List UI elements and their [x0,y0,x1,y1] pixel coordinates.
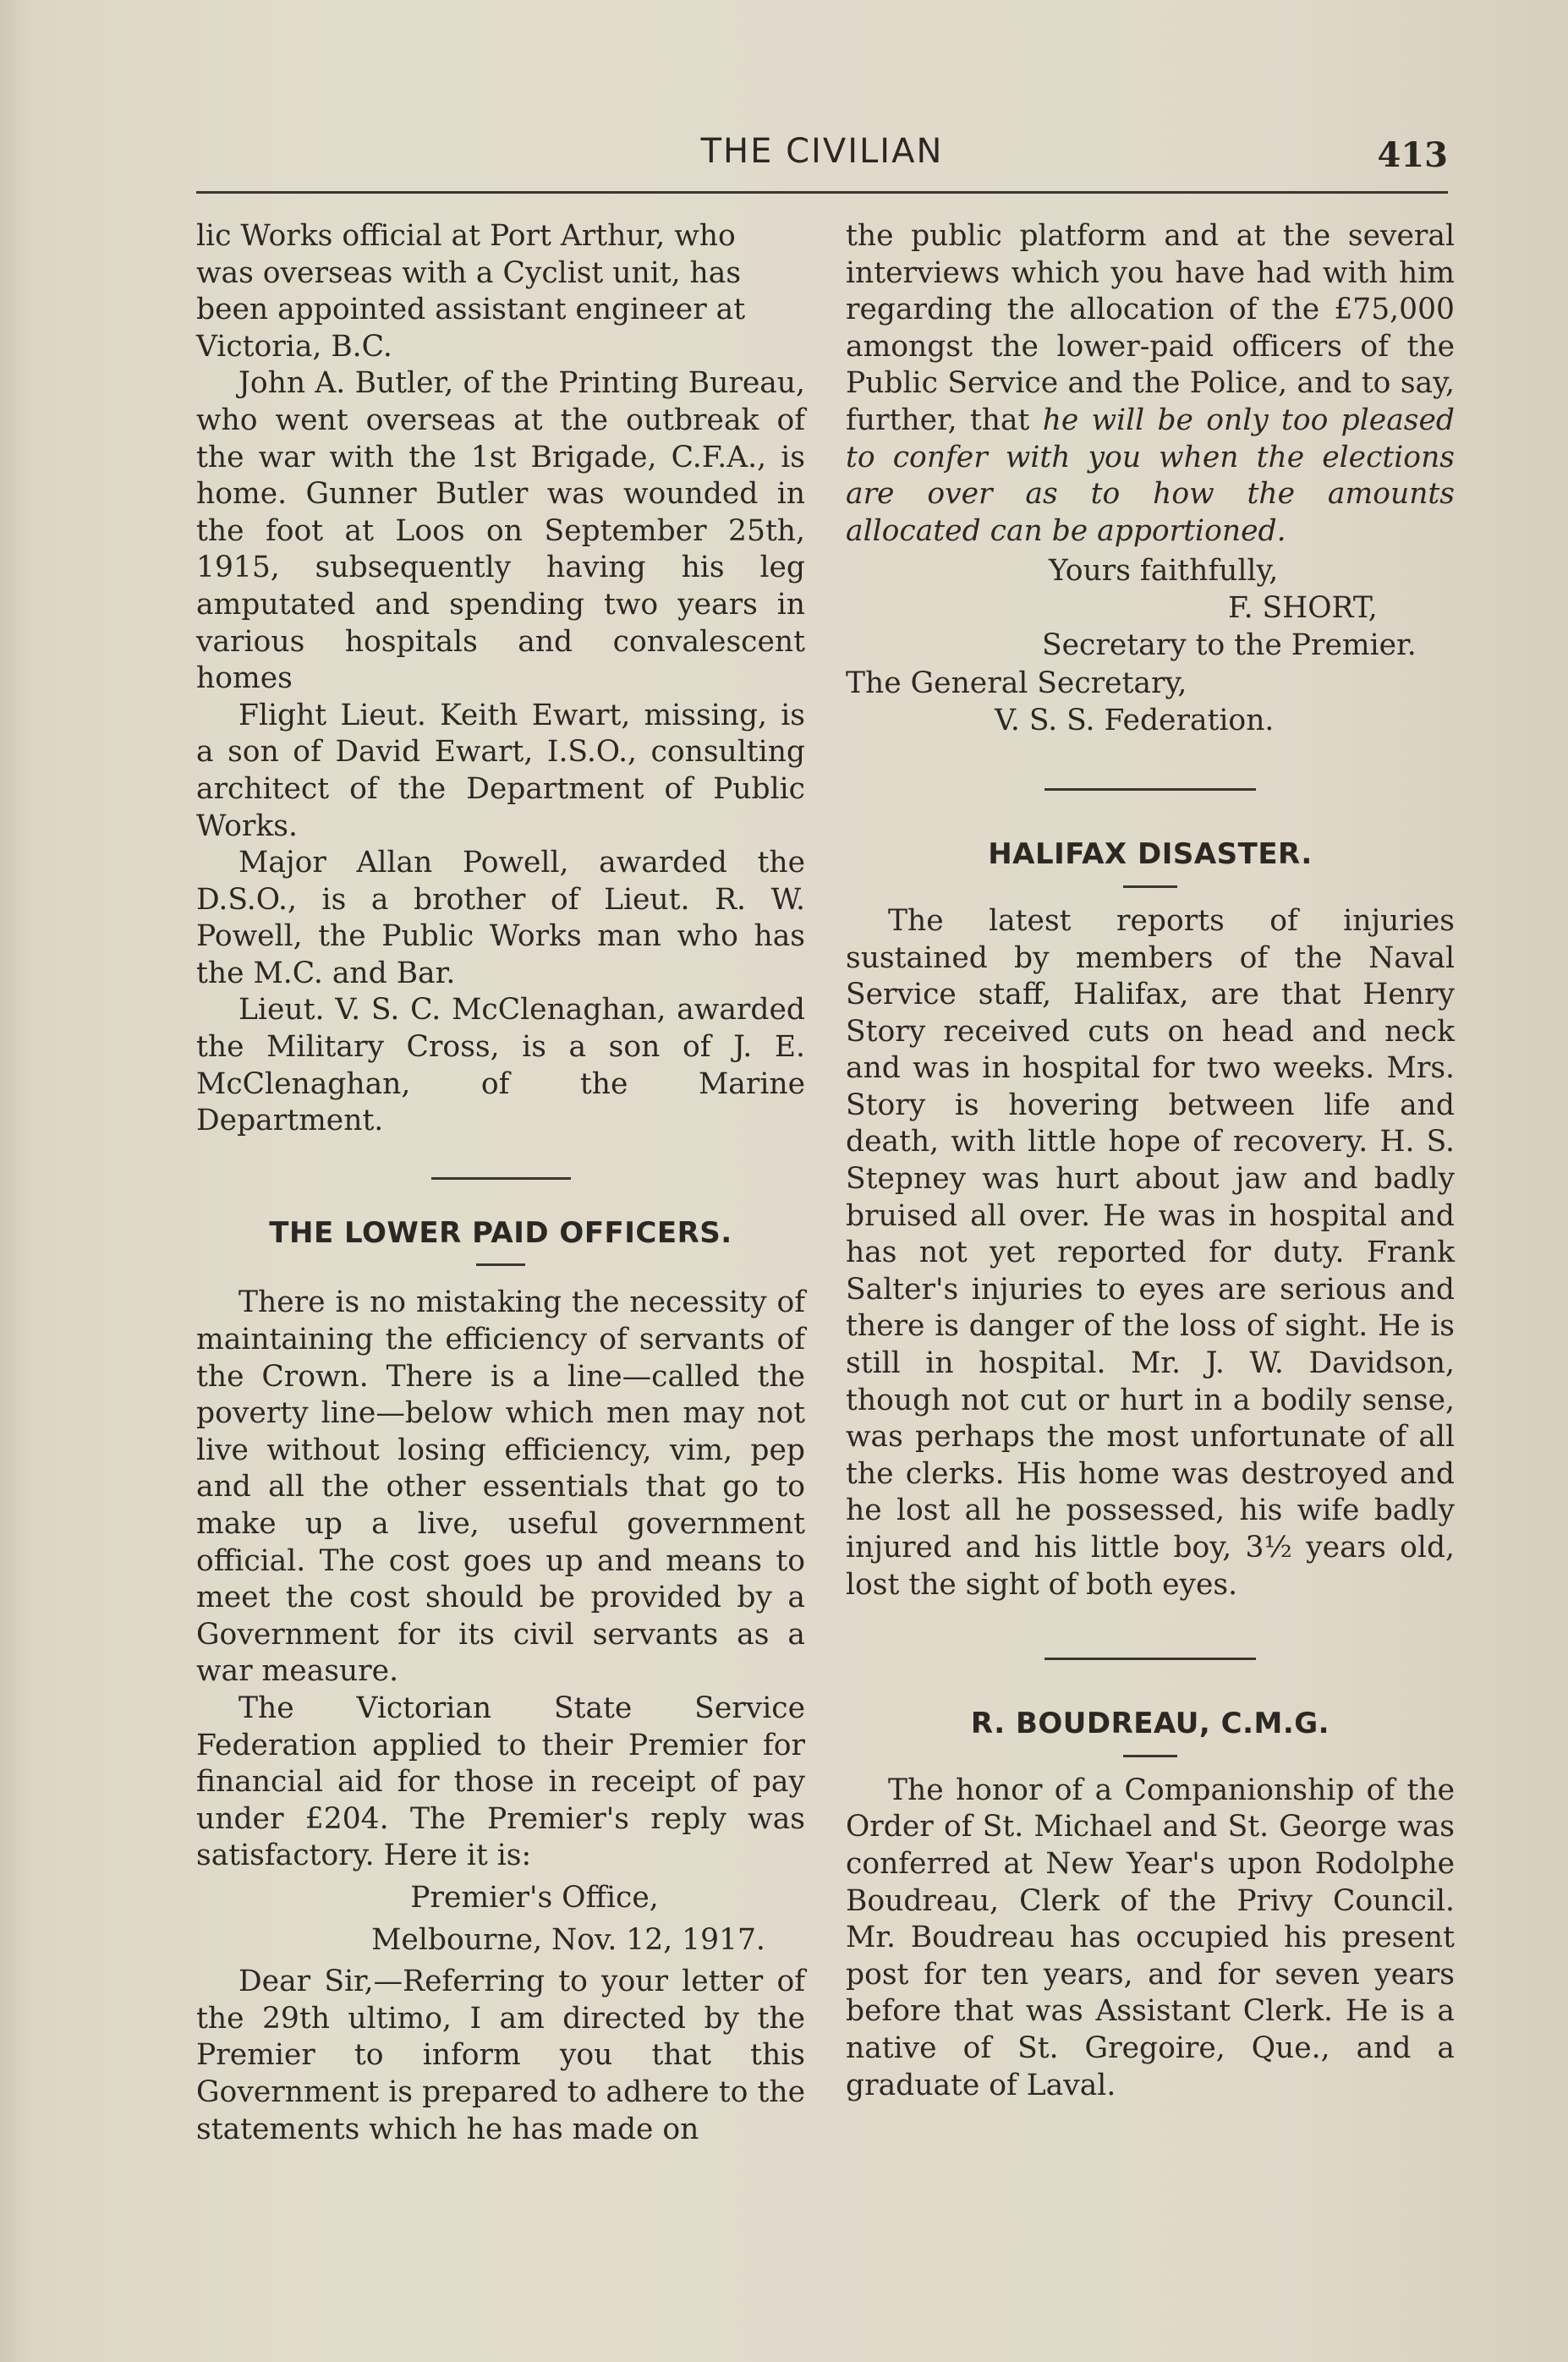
left-column [196,218,805,2148]
paragraph-victorian-federation: The Victorian State Service Federation applied to their Premier for financial aid for those in receipt of pay under £204. The Premier's reply was satisfactory. Here it is: [196,1691,805,1873]
letter-closing: Yours faithfully, [1049,554,1279,589]
letter-address-line-2: Melbourne, Nov. 12, 1917. [371,1922,765,1957]
letter-signature: F. SHORT, [1228,590,1378,625]
paragraph-poverty-line: There is no mistaking the necessity of maintaining the efficiency of servants of the Crown. There is a line—called the poverty line—below which men may not live without losing efficiency, vim, pep and all the other essentials that go to make up a live, useful government official. The cost goes up and means to meet the cost should be provided by a Government for its civil servants as a war measure. [196,1285,805,1689]
text-line: been appointed assistant engineer at [196,293,746,327]
letter-addressee-line-2: V. S. S. Federation. [995,703,1275,737]
right-column [846,218,1455,2104]
letter-text: the public platform and at the several interviews which you have had with him regarding the allocation of the £75,000 amongst the lower-paid officers of the Public Service and the Police, and to say, further, that [846,219,1455,437]
page-number: 413 [1377,135,1448,175]
letter-address-line-1: Premier's Office, [410,1880,659,1915]
paragraph-powell: Major Allan Powell, awarded the D.S.O., is a brother of Lieut. R. W. Powell, the Public Works man who has the M.C. and Bar. [196,846,805,990]
letter-signature-title: Secretary to the Premier. [1042,627,1417,662]
section-heading-boudreau: R. BOUDREAU, C.M.G. [970,1707,1330,1741]
paragraph-butler: John A. Butler, of the Printing Bureau, who went overseas at the outbreak of the war with the 1st Brigade, C.F.A., is home. Gunner Butler was wounded in the foot at Loos on September 25th, 1915, subsequently having his leg amputated and spending two years in various hospitals and convalescent homes [196,366,805,696]
letter-text-italic: he will be only too pleased to confer with you when the elections are over as to how the amounts allocated can be apportioned. [846,403,1455,548]
paragraph-boudreau: The honor of a Companionship of the Order of St. Michael and St. George was conferred at New Year's upon Rodolphe Boudreau, Clerk of the Privy Council. Mr. Boudreau has occupied his present post for ten years, and for seven years before that was Assistant Clerk. He is a native of St. Gregoire, Que., and a graduate of Laval. [846,1773,1455,2102]
text-line: lic Works official at Port Arthur, who [196,219,736,253]
paragraph-continued [196,218,805,365]
text-line: Victoria, B.C. [196,329,392,364]
letter-addressee-line-1: The General Secretary, [846,666,1187,701]
paragraph-halifax-injuries: The latest reports of injuries sustained by members of the Naval Service staff, Halifax, are that Henry Story received cuts on head and neck and was in hospital for two weeks. Mrs. Story is hovering between life and death, with little hope of recovery. H. S. Stepney was hurt about jaw and badly bruised all over. He was in hospital and has not yet reported for duty. Frank Salter's injuries to eyes are serious and there is danger of the loss of sight. He is still in hospital. Mr. J. W. Davidson, though not cut or hurt in a bodily sense, was perhaps the most unfortunate of all the clerks. His home was destroyed and he lost all he possessed, his wife badly injured and his little boy, 3½ years old, lost the sight of both eyes. [846,903,1455,1602]
text-line: was overseas with a Cyclist unit, has [196,255,742,290]
paragraph-ewart: Flight Lieut. Keith Ewart, missing, is a son of David Ewart, I.S.O., consulting architect of the Department of Public Works. [196,698,805,843]
paragraph-letter-body: Dear Sir,—Referring to your letter of the 29th ultimo, I am directed by the Premier to inform you that this Government is prepared to adhere to the statements which he has made on [196,1965,805,2146]
paragraph-letter-continued [846,218,1455,550]
paragraph-mcclenaghan: Lieut. V. S. C. McClenaghan, awarded the Military Cross, is a son of J. E. McClenaghan, of the Marine Department. [196,993,805,1138]
header-rule [196,191,1448,194]
section-heading-halifax: HALIFAX DISASTER. [988,837,1313,872]
section-heading-lower-paid: THE LOWER PAID OFFICERS. [269,1215,732,1250]
page-header [196,127,1448,186]
publication-title: THE CIVILIAN [700,132,944,171]
